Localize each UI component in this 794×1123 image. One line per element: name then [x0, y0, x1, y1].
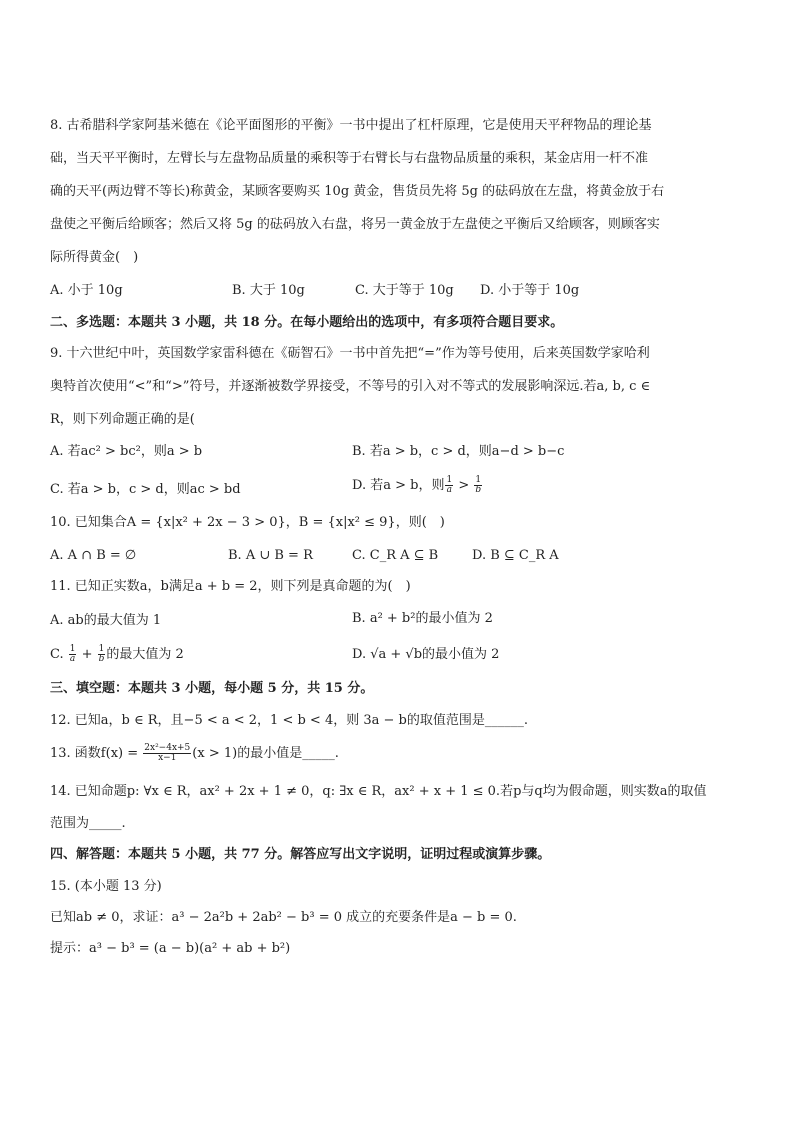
q15-statement: 已知ab ≠ 0，求证：a³ − 2a²b + 2ab² − b³ = 0 成立的充要条件是a − b = 0. — [50, 910, 517, 925]
frac-denominator: a — [446, 485, 453, 495]
frac-numerator: 1 — [69, 644, 76, 654]
q11-option-c-suffix: 的最大值为 2 — [106, 647, 184, 662]
q8-option-a: A. 小于 10g — [50, 283, 123, 298]
q11-option-c-prefix: C. — [50, 647, 68, 662]
q8-line-2: 础，当天平平衡时，左臂长与左盘物品质量的乘积等于右臂长与右盘物品质量的乘积，某金店用一杆不准 — [50, 151, 649, 166]
q10-option-a: A. A ∩ B = ∅ — [50, 548, 137, 563]
q8-line-3: 确的天平(两边臂不等长)称黄金，某顾客要购买 10g 黄金，售货员先将 5g 的砝码放在左盘，将黄金放于右 — [50, 184, 665, 199]
frac-denominator: a — [69, 654, 76, 664]
frac-denominator: b — [98, 654, 105, 664]
q14-line-1: 14. 已知命题p: ∀x ∈ R，ax² + 2x + 1 ≠ 0，q: ∃x ∈ R，ax² + x + 1 ≤ 0.若p与q均为假命题，则实数a的取值 — [50, 784, 707, 799]
q9-option-d-gt: > — [454, 478, 474, 493]
q9-option-d-prefix: D. 若a > b，则 — [352, 478, 445, 493]
frac-numerator: 1 — [446, 475, 453, 485]
q11-option-d: D. √a + √b的最小值为 2 — [352, 647, 500, 662]
q11-option-b: B. a² + b²的最小值为 2 — [352, 611, 493, 626]
frac-numerator: 1 — [475, 475, 482, 485]
frac-numerator: 2x²−4x+5 — [144, 743, 191, 753]
q8-line-4: 盘使之平衡后给顾客；然后又将 5g 的砝码放入右盘，将另一黄金放于左盘使之平衡后又给顾客，则顾客实 — [50, 217, 660, 232]
fraction-1-over-b — [474, 476, 482, 495]
q11-option-c-plus: + — [77, 647, 97, 662]
q9-option-d — [352, 476, 483, 495]
q14-line-2: 范围为_____. — [50, 816, 126, 831]
q13-prefix: 13. 函数f(x) = — [50, 746, 143, 761]
q9-line-3: R，则下列命题正确的是( — [50, 412, 195, 427]
q11-option-a: A. ab的最大值为 1 — [50, 613, 162, 628]
q10-option-d: D. B ⊆ C_R A — [472, 548, 559, 563]
fraction-1-over-a — [445, 476, 453, 495]
q8-option-d: D. 小于等于 10g — [480, 283, 580, 298]
q9-option-c: C. 若a > b，c > d，则ac > bd — [50, 482, 241, 497]
q12-stem: 12. 已知a，b ∈ R，且−5 < a < 2，1 < b < 4，则 3a − b的取值范围是______. — [50, 713, 528, 728]
q13-stem — [50, 744, 339, 763]
q10-option-b: B. A ∪ B = R — [228, 548, 313, 563]
q13-suffix: (x > 1)的最小值是_____. — [192, 746, 339, 761]
section-2-heading: 二、多选题：本题共 3 小题，共 18 分。在每小题给出的选项中，有多项符合题目要求。 — [50, 315, 564, 330]
q10-stem: 10. 已知集合A = {x|x² + 2x − 3 > 0}，B = {x|x² ≤ 9}，则( ) — [50, 515, 445, 530]
q10-option-c: C. C_R A ⊆ B — [352, 548, 439, 563]
q8-line-1: 8. 古希腊科学家阿基米德在《论平面图形的平衡》一书中提出了杠杆原理，它是使用天平秤物品的理论基 — [50, 118, 652, 133]
section-3-heading: 三、填空题：本题共 3 小题，每小题 5 分，共 15 分。 — [50, 681, 374, 696]
q11-option-c — [50, 645, 184, 664]
frac-denominator: x−1 — [158, 753, 177, 763]
q11-stem: 11. 已知正实数a，b满足a + b = 2，则下列是真命题的为( ) — [50, 579, 411, 594]
q13-fraction — [143, 744, 191, 763]
frac-numerator: 1 — [98, 644, 105, 654]
q8-option-c: C. 大于等于 10g — [355, 283, 454, 298]
frac-denominator: b — [475, 485, 482, 495]
q8-option-b: B. 大于 10g — [232, 283, 305, 298]
q9-line-2: 奥特首次使用“<”和“>”符号，并逐渐被数学界接受，不等号的引入对不等式的发展影响深远.若a, b, c ∈ — [50, 379, 651, 394]
q9-line-1: 9. 十六世纪中叶，英国数学家雷科德在《砺智石》一书中首先把“=”作为等号使用，后来英国数学家哈利 — [50, 346, 650, 361]
section-4-heading: 四、解答题：本题共 5 小题，共 77 分。解答应写出文字说明，证明过程或演算步骤。 — [50, 847, 551, 862]
q9-option-b: B. 若a > b，c > d，则a−d > b−c — [352, 444, 565, 459]
q9-option-a: A. 若ac² > bc²，则a > b — [50, 444, 203, 459]
q8-line-5: 际所得黄金( ) — [50, 250, 139, 265]
q15-hint: 提示：a³ − b³ = (a − b)(a² + ab + b²) — [50, 941, 291, 956]
fraction-1-over-a — [69, 645, 77, 664]
q15-title: 15. (本小题 13 分) — [50, 879, 162, 894]
fraction-1-over-b — [98, 645, 106, 664]
